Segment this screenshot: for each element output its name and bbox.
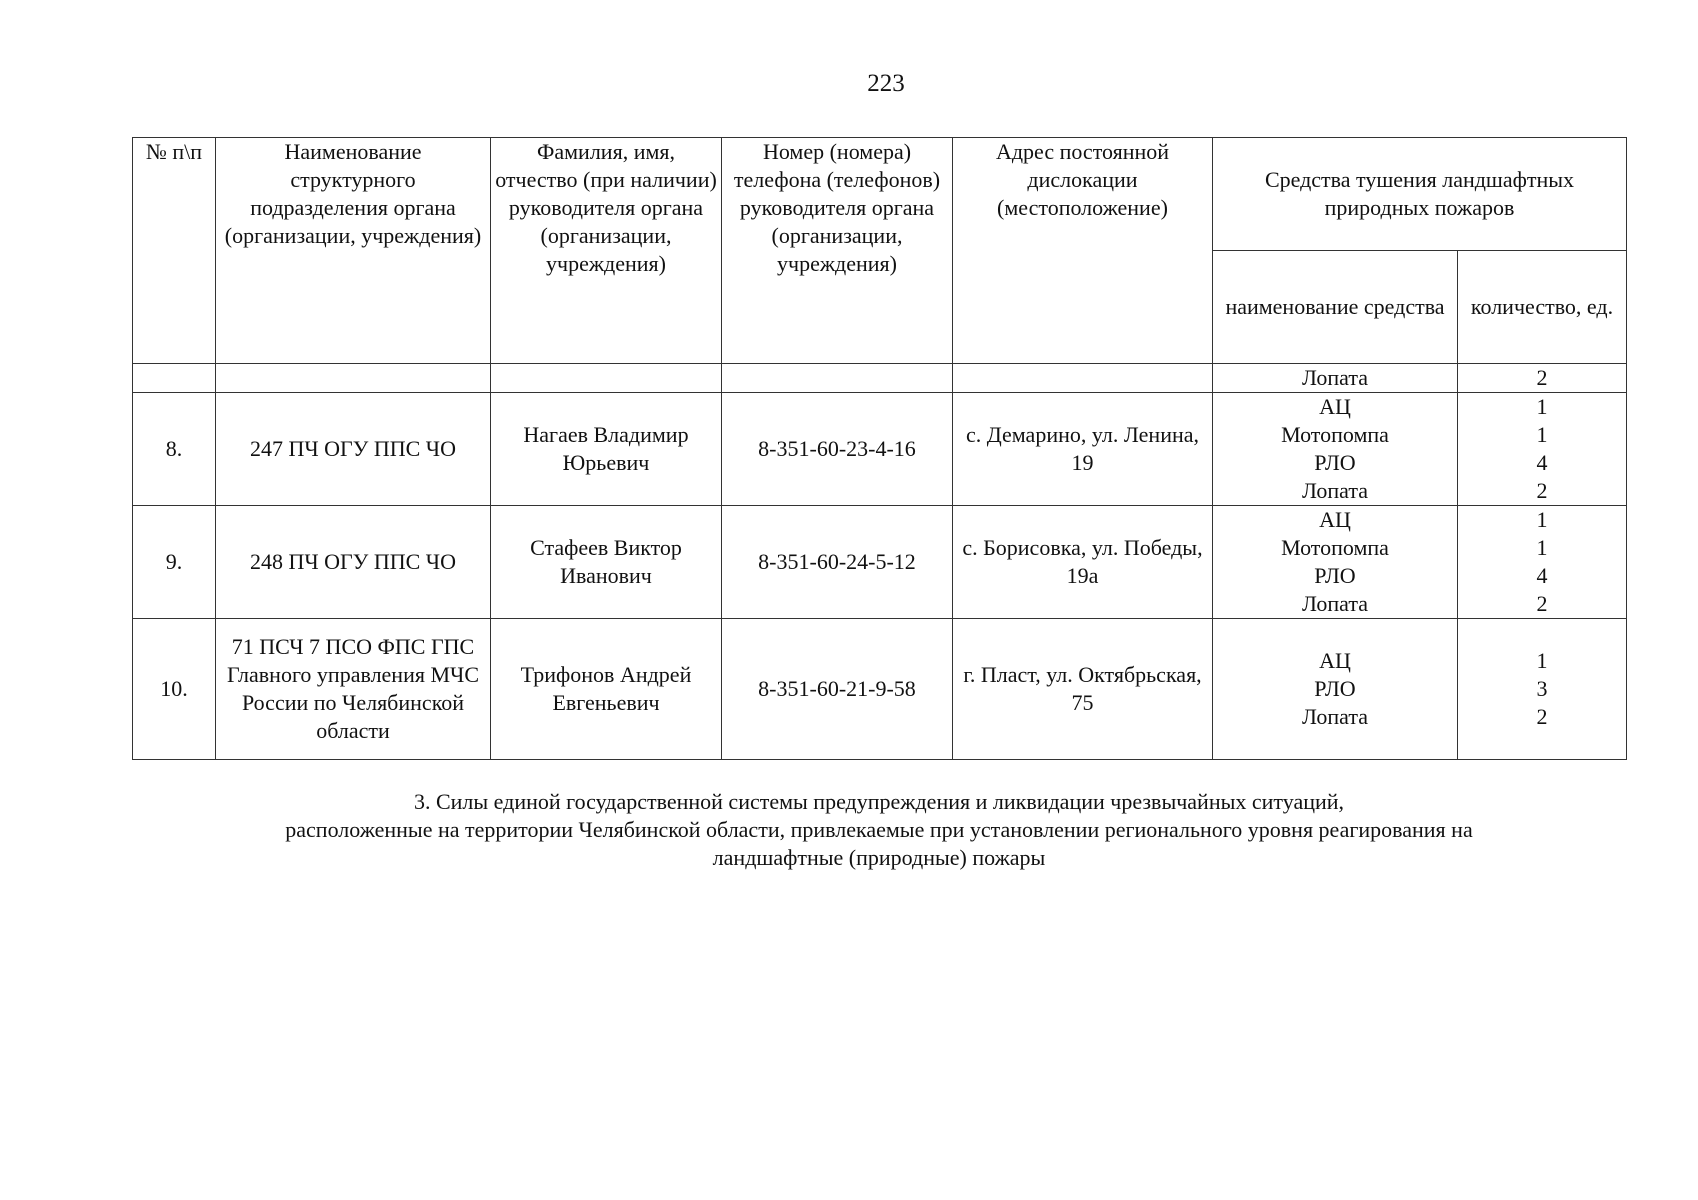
header-unit: Наименование структурного подразделения органа (организации, учреждения)	[216, 138, 491, 364]
means-item: РЛО	[1314, 676, 1356, 701]
means-item: Мотопомпа	[1281, 422, 1389, 447]
cell-qty	[1458, 619, 1627, 760]
qty-item: 4	[1536, 450, 1548, 475]
forces-table	[132, 137, 1627, 760]
cell-num: 9.	[133, 506, 216, 619]
page-number: 223	[867, 70, 905, 97]
means-item: РЛО	[1314, 563, 1356, 588]
section-caption-line: расположенные на территории Челябинской области, привлекаемые при установлении регионального уровня реагирования на	[285, 817, 1473, 842]
qty-item: 3	[1536, 676, 1548, 701]
header-row	[133, 138, 1627, 251]
qty-item: 1	[1536, 507, 1548, 532]
cell-means	[1213, 393, 1458, 506]
section-caption	[132, 788, 1626, 872]
cell-phone: 8-351-60-21-9-58	[722, 619, 953, 760]
header-head: Фамилия, имя, отчество (при наличии) руководителя органа (организации, учреждения)	[491, 138, 722, 364]
means-item: РЛО	[1314, 450, 1356, 475]
means-item: Лопата	[1302, 704, 1368, 729]
cell-unit	[216, 364, 491, 393]
cell-unit: 248 ПЧ ОГУ ППС ЧО	[216, 506, 491, 619]
cell-means	[1213, 619, 1458, 760]
cell-phone: 8-351-60-24-5-12	[722, 506, 953, 619]
cell-num	[133, 364, 216, 393]
means-item: Лопата	[1302, 478, 1368, 503]
cell-head: Стафеев Виктор Иванович	[491, 506, 722, 619]
means-item: АЦ	[1319, 394, 1351, 419]
cell-unit: 71 ПСЧ 7 ПСО ФПС ГПС Главного управления МЧС России по Челябинской области	[216, 619, 491, 760]
cell-address: г. Пласт, ул. Октябрьская, 75	[953, 619, 1213, 760]
cell-head: Трифонов Андрей Евгеньевич	[491, 619, 722, 760]
cell-qty	[1458, 393, 1627, 506]
qty-item: 1	[1536, 648, 1548, 673]
cell-means	[1213, 364, 1458, 393]
qty-item: 1	[1536, 422, 1548, 447]
header-means-qty: количество, ед.	[1458, 251, 1627, 364]
cell-qty	[1458, 364, 1627, 393]
header-means: Средства тушения ландшафтных природных пожаров	[1213, 138, 1627, 251]
qty-item: 4	[1536, 563, 1548, 588]
qty-item: 1	[1536, 394, 1548, 419]
qty-item: 2	[1536, 591, 1548, 616]
cell-phone	[722, 364, 953, 393]
cell-means	[1213, 506, 1458, 619]
means-item: АЦ	[1319, 648, 1351, 673]
table-row	[133, 619, 1627, 760]
table-row	[133, 506, 1627, 619]
table-row-continuation	[133, 364, 1627, 393]
header-num: № п\п	[133, 138, 216, 364]
means-item: Мотопомпа	[1281, 535, 1389, 560]
cell-head	[491, 364, 722, 393]
header-means-name: наименование средства	[1213, 251, 1458, 364]
header-address: Адрес постоянной дислокации (местоположение)	[953, 138, 1213, 364]
means-item: Лопата	[1302, 591, 1368, 616]
section-caption-line: 3. Силы единой государственной системы предупреждения и ликвидации чрезвычайных ситуаций,	[413, 789, 1345, 814]
table-row	[133, 393, 1627, 506]
qty-item: 1	[1536, 535, 1548, 560]
cell-qty	[1458, 506, 1627, 619]
cell-phone: 8-351-60-23-4-16	[722, 393, 953, 506]
header-phone: Номер (номера) телефона (телефонов) руководителя органа (организации, учреждения)	[722, 138, 953, 364]
qty-item: 2	[1536, 704, 1548, 729]
cell-head: Нагаев Владимир Юрьевич	[491, 393, 722, 506]
means-item: Лопата	[1302, 365, 1368, 390]
qty-item: 2	[1536, 365, 1548, 390]
cell-num: 8.	[133, 393, 216, 506]
cell-unit: 247 ПЧ ОГУ ППС ЧО	[216, 393, 491, 506]
cell-address: с. Борисовка, ул. Победы, 19а	[953, 506, 1213, 619]
cell-num: 10.	[133, 619, 216, 760]
cell-address: с. Демарино, ул. Ленина, 19	[953, 393, 1213, 506]
means-item: АЦ	[1319, 507, 1351, 532]
cell-address	[953, 364, 1213, 393]
section-caption-line: ландшафтные (природные) пожары	[712, 845, 1046, 870]
qty-item: 2	[1536, 478, 1548, 503]
